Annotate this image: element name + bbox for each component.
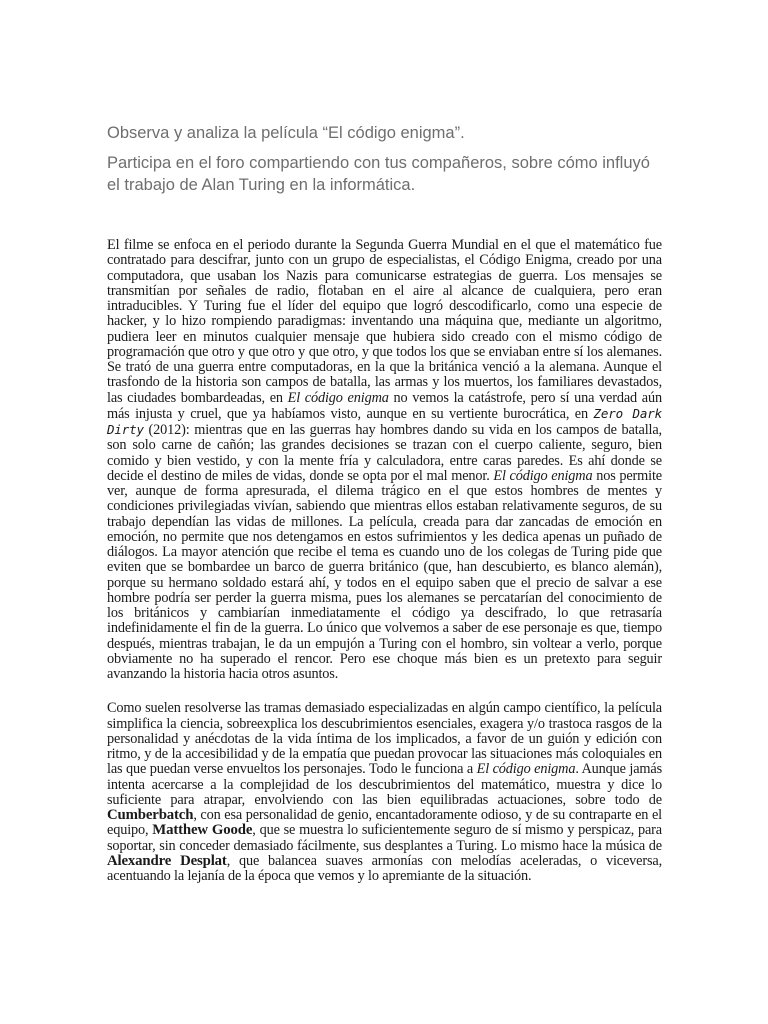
paragraph-text: nos permite ver, aunque de forma apresurada, el dilema trágico en el que estos hombres de mentes y condiciones privilegiadas vivían, sabiendo que mientras ellos estaban relativamente seguros, de su trabajo dependían las vidas de millones. La película, creada para dar zancadas de emoción en emoción, no permite que nos detengamos en estos sufrimientos y les dedica apenas un puñado de diálogos. La mayor atención que recibe el tema es cuando uno de los colegas de Turing pide que eviten que se bombardee un barco de guerra británico (que, han descubierto, es blanco alemán), porque su hermano soldado estará ahí, y todos en el equipo saben que el precio de salvar a ese hombre podría ser perder la guerra misma, pues los alemanes se percatarían del conocimiento de los británicos y cambiarían inmediatamente el código ya descifrado, lo que retrasaría indefinidamente el fin de la guerra. Lo único que volvemos a saber de ese personaje es que, tiempo después, mientras trabajan, le da un empujón a Turing con el hombro, sin voltear a verlo, porque obviamente no ha superado el rencor. Pero ese choque más bien es un pretexto para seguir avanzando la historia hacia otros asuntos. — [107, 467, 662, 682]
film-title: El código enigma — [287, 389, 389, 406]
instruction-watch: Observa y analiza la película “El código enigma”. — [107, 124, 465, 142]
paragraph-text: El filme se enfoca en el periodo durante la Segunda Guerra Mundial en el que el matemático fue contratado para descifrar, junto con un grupo de especialistas, el Código Enigma, creado por una computadora, que usaban los Nazis para comunicarse estrategias de guerra. Los mensajes se transmitían por señales de radio, flotaban en el aire al alcance de cualquiera, pero eran intraducibles. Y Turing fue el líder del equipo que logró descodificarlo, como una especie de hacker, y lo hizo rompiendo paradigmas: inventando una máquina que, mediante un algoritmo, pudiera leer en minutos cualquier mensaje que hubiera sido creado con el mismo código de programación que otro y que otro y que otro, y que todos los que se enviaban entre sí los alemanes. Se trató de una guerra entre computadoras, en la que la británica venció a la alemana. Aunque el trasfondo de la historia son campos de batalla, las armas y los muertos, los familiares devastados, las ciudades bombardeadas, en — [107, 237, 662, 406]
film-title: Zero Dark Dirty — [107, 405, 662, 437]
paragraph-text: Como suelen resolverse las tramas demasiado especializadas en algún campo científico, la película simplifica la ciencia, sobreexplica los descubrimientos esenciales, exagera y/o trastoca rasgos de la personalidad y anécdotas de la vida íntima de los implicados, a favor de un guión y edición con ritmo, y de la accesibilidad y de la empatía que puedan provocar las situaciones más coloquiales en las que puedan verse envueltos los personajes. Todo le funciona a — [107, 700, 662, 778]
paragraph-text: , que balancea suaves armonías con melodías aceleradas, o viceversa, acentuando la lejanía de la época que vemos y lo apremiante de la situación. — [107, 852, 662, 884]
paragraph-text: (2012): mientras que en las guerras hay hombres dando su vida en los campos de batalla, son solo carne de cañón; las grandes decisiones se trazan con el cuerpo caliente, seguro, bien comido y bien vestido, y con la mente fría y calculadora, entre caras paredes. Es ahí donde se decide el destino de miles de vidas, donde se opta por el mal menor. — [107, 422, 662, 484]
paragraph-text: , que se muestra lo suficientemente seguro de sí mismo y perspicaz, para soportar, sin conceder demasiado fácilmente, sus desplantes a Turing. Lo mismo hace la música de — [107, 822, 662, 854]
assignment-instructions — [107, 122, 667, 196]
paragraph-text: , con esa personalidad de genio, encantadoramente odioso, y de su contraparte en el equipo, — [107, 807, 662, 839]
essay-paragraph-2 — [107, 701, 662, 884]
composer-name: Alexandre Desplat — [107, 852, 227, 869]
essay-body — [107, 238, 662, 884]
actor-name: Matthew Goode — [152, 822, 253, 839]
paragraph-text: no vemos la catástrofe, pero sí una verdad aún más injusta y cruel, que ya habíamos visto, aunque en su vertiente burocrática, en — [107, 389, 662, 422]
actor-name: Cumberbatch — [107, 807, 194, 823]
film-title: El código enigma — [476, 761, 576, 778]
essay-paragraph-1 — [107, 238, 662, 682]
film-title: El código enigma — [493, 467, 593, 484]
instruction-forum: Participa en el foro compartiendo con tus compañeros, sobre cómo influyó el trabajo de Alan Turing en la informática. — [107, 154, 650, 194]
paragraph-text: . Aunque jamás intenta acercarse a la complejidad de los descubrimientos del matemático, muestra y dice lo suficiente para atrapar, envolviendo con las bien equilibradas actuaciones, sobre todo de — [107, 761, 662, 808]
